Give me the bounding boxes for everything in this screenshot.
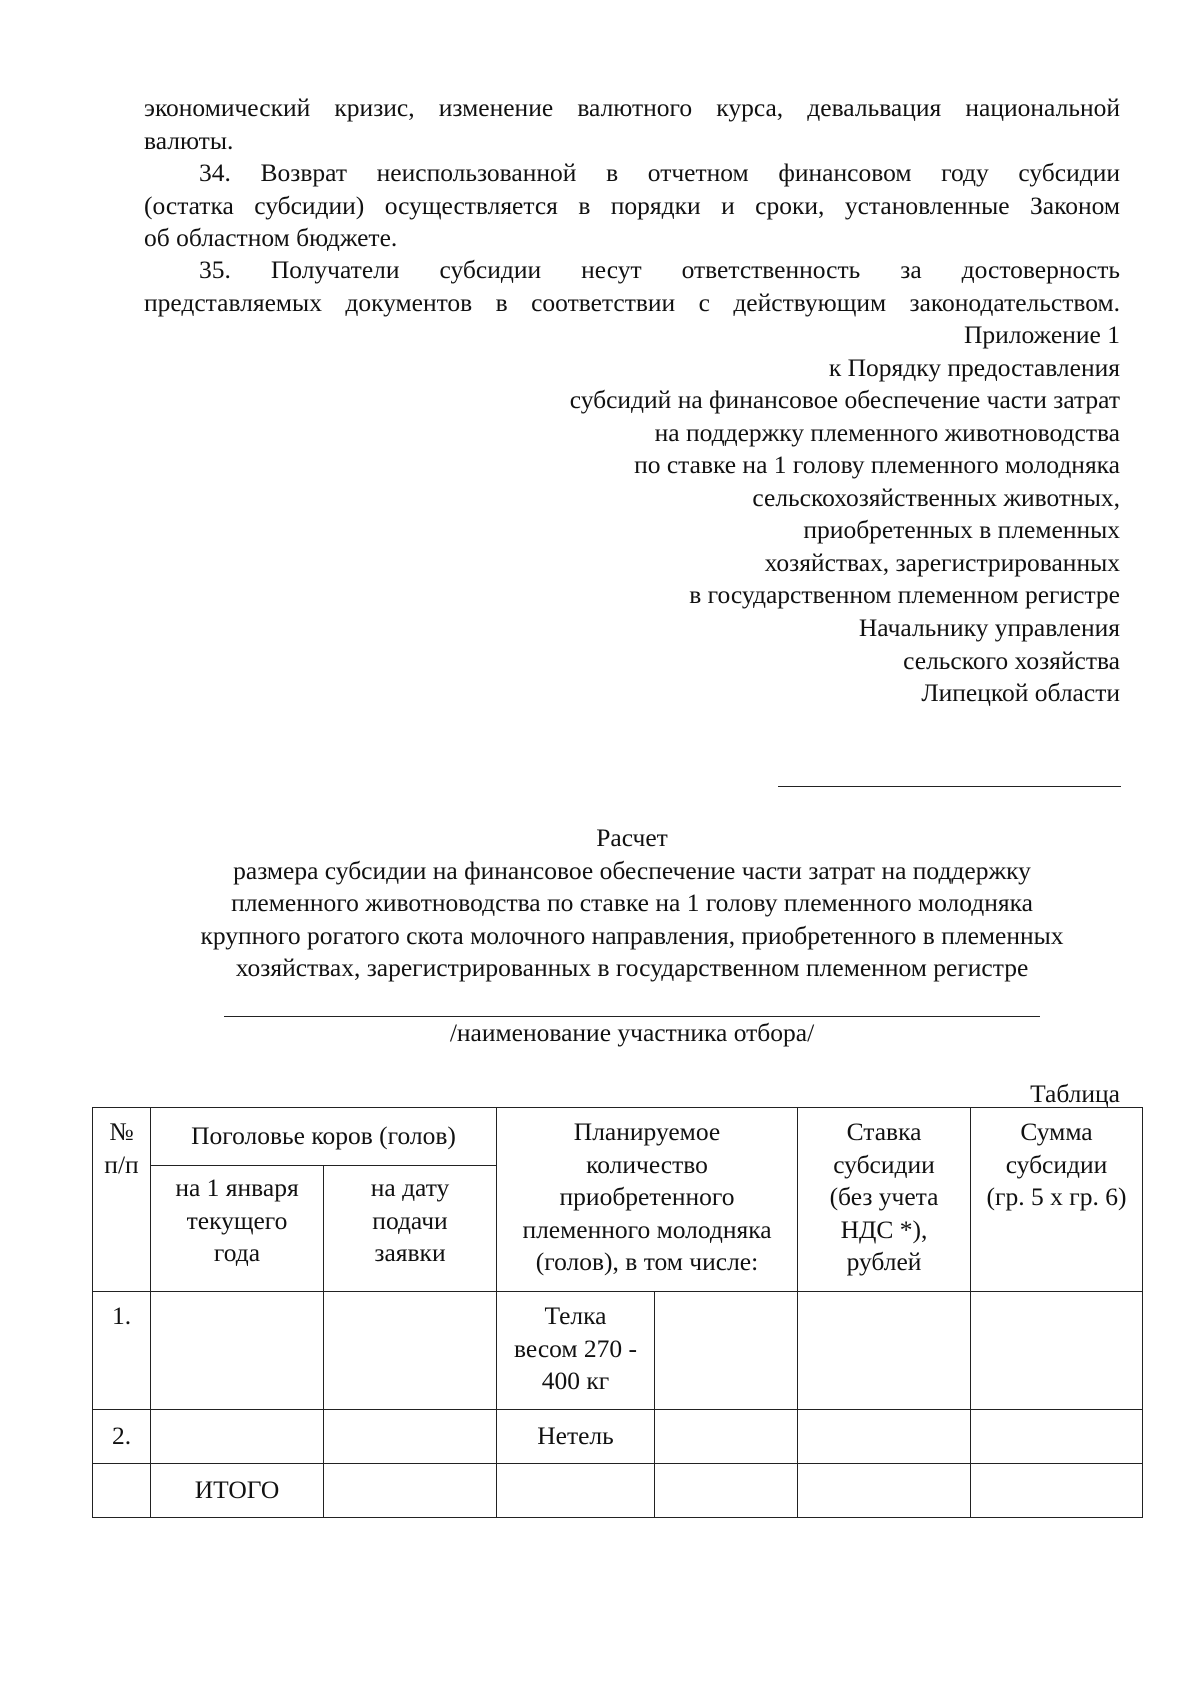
table-row	[93, 1410, 1143, 1464]
addressee-line: Начальнику управления	[858, 613, 1120, 642]
header-text: количество	[586, 1149, 708, 1179]
cell-sum	[971, 1410, 1143, 1464]
cell-text: 400 кг	[541, 1366, 610, 1395]
cell-sum	[971, 1464, 1143, 1518]
header-text: рублей	[846, 1247, 922, 1276]
text-line: валюты.	[144, 125, 234, 155]
header-text: п/п	[104, 1149, 139, 1179]
header-text: на дату	[370, 1173, 450, 1202]
header-text: года	[213, 1238, 261, 1267]
appendix-line: на поддержку племенного животноводства	[654, 417, 1120, 447]
calculation-subtitle-line: хозяйствах, зарегистрированных в государственном племенном регистре	[235, 953, 1029, 982]
cell-text: ИТОГО	[194, 1475, 280, 1505]
appendix-heading	[570, 319, 1120, 612]
cell-text: 1.	[111, 1301, 132, 1330]
cell-sum	[971, 1292, 1143, 1410]
calculation-title: Расчет	[596, 823, 668, 852]
paragraph-crisis-continuation	[144, 92, 1120, 157]
cell-rate	[798, 1410, 971, 1464]
cell-text: весом 270 -	[513, 1333, 638, 1363]
header-text: приобретенного	[559, 1182, 735, 1211]
cell-animal-kind	[497, 1292, 655, 1410]
header-planned	[497, 1108, 798, 1292]
header-application-date	[324, 1166, 497, 1292]
appendix-line: Приложение 1	[964, 320, 1120, 349]
header-cows	[151, 1108, 497, 1166]
appendix-line: хозяйствах, зарегистрированных	[764, 547, 1120, 577]
participant-caption: /наименование участника отбора/	[449, 1018, 815, 1047]
cell-planned-count	[655, 1410, 798, 1464]
header-text: (голов), в том числе:	[535, 1247, 759, 1276]
header-number	[93, 1108, 151, 1292]
total-label-cell	[151, 1464, 324, 1518]
cell-jan-1	[151, 1292, 324, 1410]
header-text: №	[109, 1117, 134, 1146]
header-text: племенного молодняка	[522, 1214, 772, 1244]
appendix-line: в государственном племенном регистре	[689, 580, 1120, 609]
text-line: 35. Получатели субсидии несут ответственность за достоверность	[199, 255, 1120, 284]
cell-rate	[798, 1464, 971, 1518]
cell-text: Телка	[544, 1301, 607, 1330]
header-rate	[798, 1108, 971, 1292]
appendix-line: субсидий на финансовое обеспечение части затрат	[569, 385, 1120, 414]
appendix-line: сельскохозяйственных животных,	[752, 482, 1120, 512]
cell-animal-kind	[497, 1464, 655, 1518]
addressee-line: сельского хозяйства	[903, 645, 1120, 675]
header-text: Сумма	[1020, 1117, 1093, 1146]
text-line: об областном бюджете.	[144, 223, 398, 252]
cell-application-date	[324, 1464, 497, 1518]
header-text: заявки	[374, 1238, 446, 1267]
calculation-subtitle-line: размера субсидии на финансовое обеспечение части затрат на поддержку	[233, 855, 1031, 885]
cell-animal-kind	[497, 1410, 655, 1464]
header-text: Ставка	[846, 1117, 922, 1146]
addressee-line: Липецкой области	[921, 678, 1120, 707]
calculation-subtitle-line: племенного животноводства по ставке на 1 голову племенного молодняка	[231, 888, 1033, 917]
header-text: на 1 января	[175, 1173, 299, 1202]
header-text: текущего	[186, 1205, 288, 1235]
text-line: (остатка субсидии) осуществляется в порядки и сроки, установленные Законом	[144, 190, 1120, 220]
table-label: Таблица	[1030, 1079, 1120, 1108]
header-text: субсидии	[1005, 1149, 1108, 1179]
header-text: (гр. 5 х гр. 6)	[986, 1182, 1127, 1211]
cell-text: 2.	[111, 1421, 132, 1451]
cell-text: Нетель	[537, 1421, 614, 1451]
header-text: Планируемое	[573, 1117, 721, 1146]
cell-jan-1	[151, 1410, 324, 1464]
addressee-signature-line	[778, 786, 1121, 787]
header-text: Поголовье коров (голов)	[191, 1121, 456, 1151]
row-number	[93, 1464, 151, 1518]
header-sum	[971, 1108, 1143, 1292]
text-line: экономический кризис, изменение валютного курса, девальвация национальной	[144, 93, 1120, 122]
table-row-total	[93, 1464, 1143, 1518]
row-number	[93, 1292, 151, 1410]
text-line: представляемых документов в соответствии с действующим законодательством.	[144, 287, 1120, 317]
appendix-line: к Порядку предоставления	[828, 352, 1120, 382]
paragraph-35	[144, 254, 1120, 319]
cell-rate	[798, 1292, 971, 1410]
header-text: субсидии	[833, 1149, 935, 1179]
row-number	[93, 1410, 151, 1464]
calculation-title-block	[80, 822, 1184, 985]
text-line: 34. Возврат неиспользованной в отчетном финансовом году субсидии	[199, 158, 1120, 187]
calculation-subtitle-line: крупного рогатого скота молочного направления, приобретенного в племенных	[200, 920, 1064, 950]
paragraph-34	[144, 157, 1120, 255]
appendix-line: приобретенных в племенных	[803, 515, 1120, 544]
addressee-block	[859, 612, 1120, 710]
subsidy-calculation-table	[92, 1107, 1143, 1518]
header-text: НДС *),	[840, 1214, 928, 1244]
appendix-line: по ставке на 1 голову племенного молодняка	[634, 450, 1120, 479]
header-text: подачи	[372, 1205, 448, 1235]
table-row	[93, 1292, 1143, 1410]
cell-application-date	[324, 1410, 497, 1464]
cell-planned-count	[655, 1292, 798, 1410]
header-jan-1	[151, 1166, 324, 1292]
cell-planned-count	[655, 1464, 798, 1518]
cell-application-date	[324, 1292, 497, 1410]
header-text: (без учета	[829, 1182, 939, 1211]
